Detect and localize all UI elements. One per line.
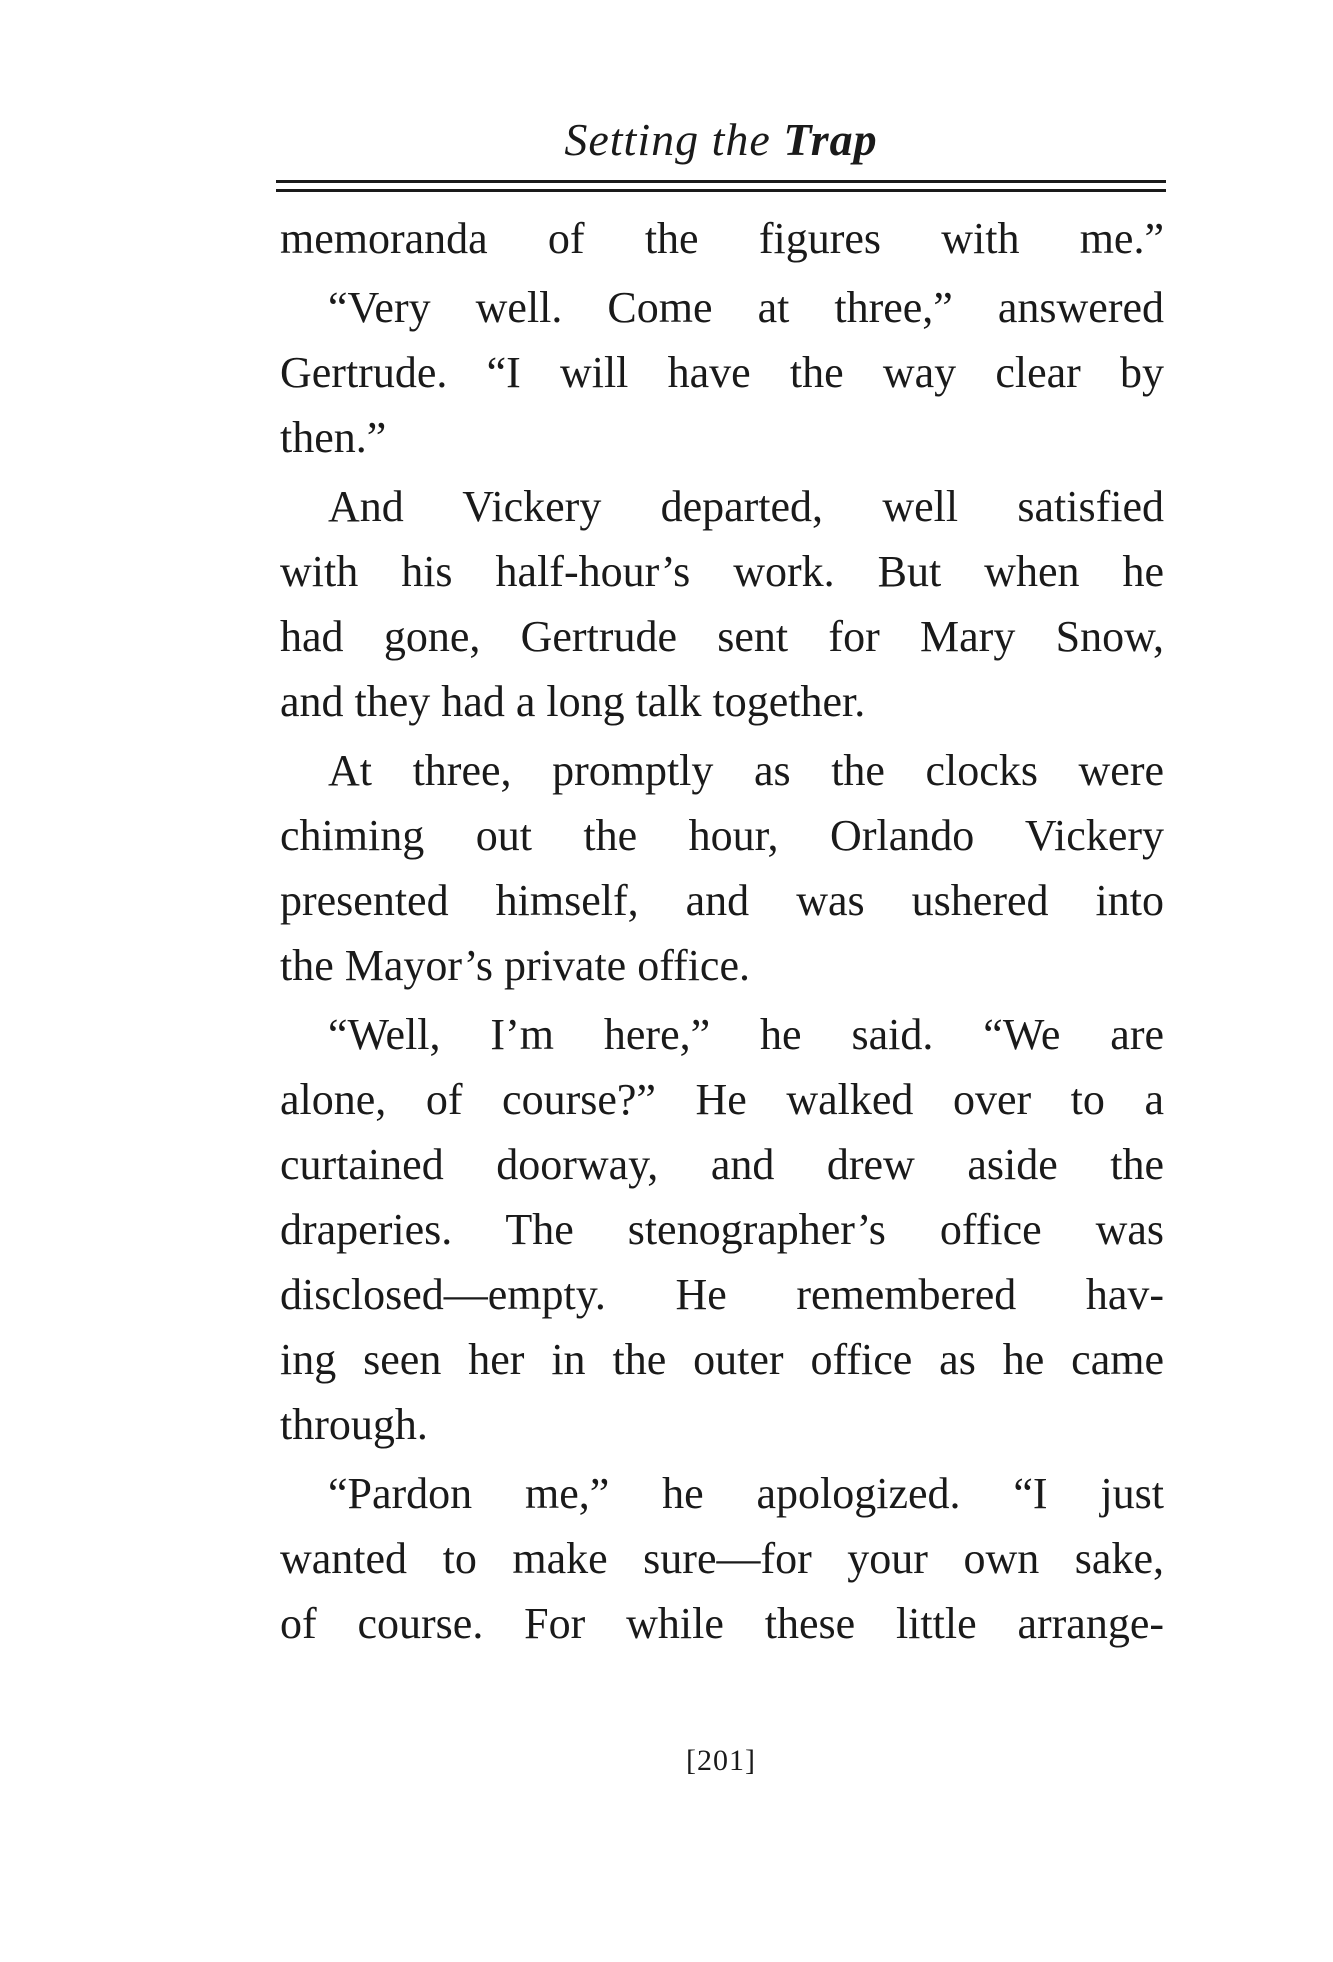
text-line: then.” [280,413,387,462]
text-line: memoranda of the figures with me.” [280,214,1164,263]
text-line: presented himself, and was ushered into [280,876,1164,925]
text-line: wanted to make sure—for your own sake, [280,1534,1164,1583]
text-line: disclosed—empty. He remembered hav- [280,1270,1164,1319]
text-line: and they had a long talk together. [280,677,866,726]
body-text [280,206,1164,1656]
text-line: Gertrude. “I will have the way clear by [280,348,1164,397]
text-line: with his half-hour’s work. But when he [280,547,1164,596]
running-head [276,112,1166,168]
text-line: draperies. The stenographer’s office was [280,1205,1164,1254]
text-line: alone, of course?” He walked over to a [280,1075,1164,1124]
page-number: [201] [686,1744,756,1777]
header-rule-top [276,180,1166,183]
text-line: “Very well. Come at three,” answered [328,283,1164,332]
text-line: And Vickery departed, well satisfied [328,482,1164,531]
text-line: through. [280,1400,428,1449]
text-line: had gone, Gertrude sent for Mary Snow, [280,612,1164,661]
header-rule-bottom [276,189,1166,192]
text-line: the Mayor’s private office. [280,941,750,990]
text-line: of course. For while these little arrange- [280,1599,1164,1648]
text-line: ing seen her in the outer office as he came [280,1335,1164,1384]
running-head-emphasis: Trap [783,114,878,165]
text-line: chiming out the hour, Orlando Vickery [280,811,1164,860]
running-head-prefix: Setting the [564,114,771,165]
text-line: At three, promptly as the clocks were [328,746,1164,795]
text-line: “Well, I’m here,” he said. “We are [328,1010,1164,1059]
text-line: curtained doorway, and drew aside the [280,1140,1164,1189]
text-line: “Pardon me,” he apologized. “I just [328,1469,1164,1518]
